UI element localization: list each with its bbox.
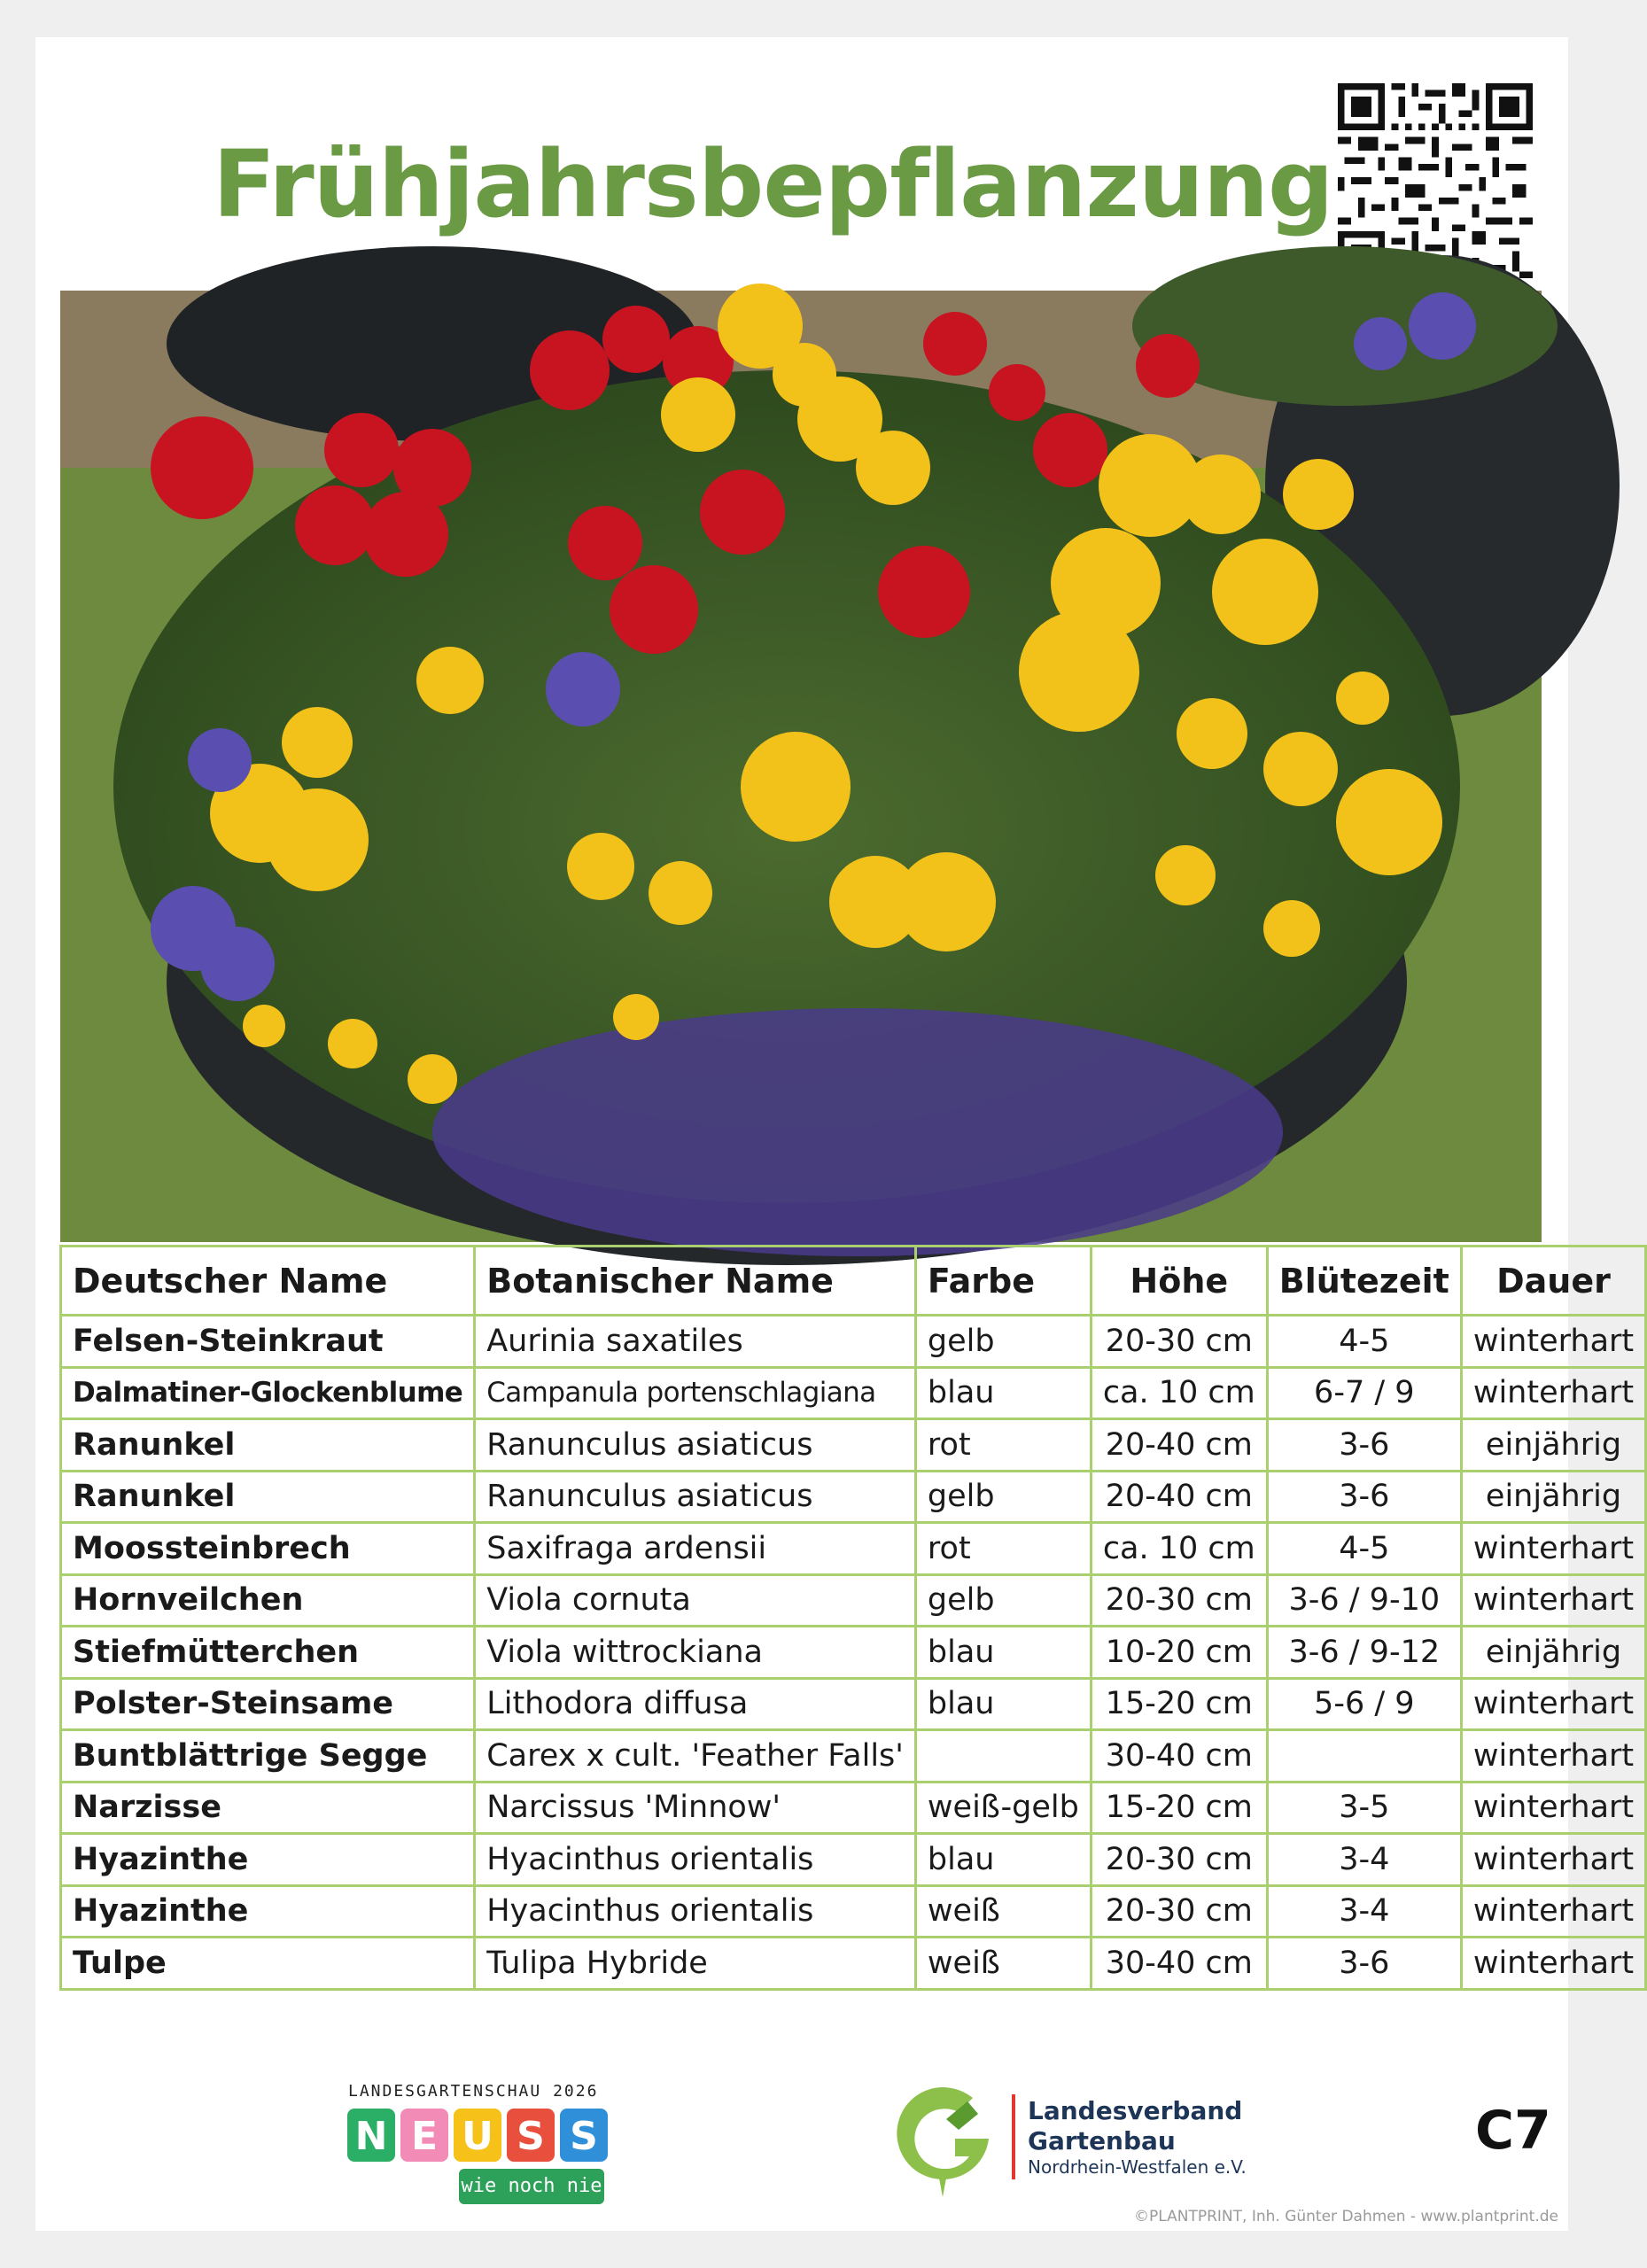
duration: winterhart bbox=[1461, 1938, 1645, 1990]
color: weiß-gelb bbox=[915, 1782, 1091, 1834]
bloom-time: 5-6 / 9 bbox=[1267, 1678, 1461, 1730]
height: 20-30 cm bbox=[1091, 1574, 1267, 1627]
botanical-name: Campanula portenschlagiana bbox=[475, 1367, 916, 1419]
color: gelb bbox=[915, 1574, 1091, 1627]
botanical-name: Tulipa Hybride bbox=[475, 1938, 916, 1990]
color: gelb bbox=[915, 1471, 1091, 1523]
plant-table bbox=[59, 1245, 1647, 1991]
botanical-name: Ranunculus asiaticus bbox=[475, 1419, 916, 1472]
height: ca. 10 cm bbox=[1091, 1523, 1267, 1575]
header-height: Höhe bbox=[1091, 1247, 1267, 1316]
height: 20-40 cm bbox=[1091, 1471, 1267, 1523]
botanical-name: Viola cornuta bbox=[475, 1574, 916, 1627]
color: blau bbox=[915, 1678, 1091, 1730]
height: 20-30 cm bbox=[1091, 1885, 1267, 1938]
table-row bbox=[61, 1627, 1646, 1679]
german-name: Hyazinthe bbox=[61, 1885, 475, 1938]
german-name: Hornveilchen bbox=[61, 1574, 475, 1627]
botanical-name: Hyacinthus orientalis bbox=[475, 1885, 916, 1938]
height: 10-20 cm bbox=[1091, 1627, 1267, 1679]
lvg-name-line2: Gartenbau bbox=[1028, 2126, 1176, 2155]
botanical-name: Viola wittrockiana bbox=[475, 1627, 916, 1679]
duration: winterhart bbox=[1461, 1574, 1645, 1627]
table-row bbox=[61, 1678, 1646, 1730]
duration: winterhart bbox=[1461, 1367, 1645, 1419]
height: ca. 10 cm bbox=[1091, 1367, 1267, 1419]
table-row bbox=[61, 1574, 1646, 1627]
lvg-name-line1: Landesverband bbox=[1028, 2096, 1243, 2125]
neuss-logo bbox=[347, 2105, 609, 2165]
duration: einjährig bbox=[1461, 1419, 1645, 1472]
height: 30-40 cm bbox=[1091, 1938, 1267, 1990]
svg-text:S: S bbox=[517, 2114, 545, 2159]
bloom-time: 3-5 bbox=[1267, 1782, 1461, 1834]
header-german-name: Deutscher Name bbox=[61, 1247, 475, 1316]
landesverband-logo bbox=[893, 2084, 992, 2199]
duration: winterhart bbox=[1461, 1316, 1645, 1368]
table-header-row bbox=[61, 1247, 1646, 1316]
height: 30-40 cm bbox=[1091, 1730, 1267, 1783]
botanical-name: Aurinia saxatiles bbox=[475, 1316, 916, 1368]
table-row bbox=[61, 1367, 1646, 1419]
german-name: Buntblättrige Segge bbox=[61, 1730, 475, 1783]
neuss-caption: LANDESGARTENSCHAU 2026 bbox=[348, 2082, 599, 2101]
bloom-time: 3-6 bbox=[1267, 1419, 1461, 1472]
bloom-time bbox=[1267, 1730, 1461, 1783]
table-row bbox=[61, 1419, 1646, 1472]
duration: winterhart bbox=[1461, 1730, 1645, 1783]
height: 15-20 cm bbox=[1091, 1782, 1267, 1834]
german-name: Dalmatiner-Glockenblume bbox=[61, 1367, 475, 1419]
bloom-time: 4-5 bbox=[1267, 1316, 1461, 1368]
bloom-time: 3-4 bbox=[1267, 1885, 1461, 1938]
bloom-time: 3-6 bbox=[1267, 1471, 1461, 1523]
color bbox=[915, 1730, 1091, 1783]
svg-text:N: N bbox=[354, 2114, 388, 2159]
color: weiß bbox=[915, 1938, 1091, 1990]
table-row bbox=[61, 1938, 1646, 1990]
header-duration: Dauer bbox=[1461, 1247, 1645, 1316]
duration: winterhart bbox=[1461, 1782, 1645, 1834]
german-name: Ranunkel bbox=[61, 1471, 475, 1523]
duration: winterhart bbox=[1461, 1678, 1645, 1730]
color: rot bbox=[915, 1419, 1091, 1472]
sign-code: C7 bbox=[1475, 2100, 1551, 2162]
german-name: Polster-Steinsame bbox=[61, 1678, 475, 1730]
german-name: Hyazinthe bbox=[61, 1834, 475, 1886]
height: 20-40 cm bbox=[1091, 1419, 1267, 1472]
height: 15-20 cm bbox=[1091, 1678, 1267, 1730]
bloom-time: 3-6 / 9-12 bbox=[1267, 1627, 1461, 1679]
table-row bbox=[61, 1471, 1646, 1523]
table-row bbox=[61, 1316, 1646, 1368]
german-name: Narzisse bbox=[61, 1782, 475, 1834]
plant-sign bbox=[35, 37, 1635, 2231]
header-botanical-name: Botanischer Name bbox=[475, 1247, 916, 1316]
botanical-name: Saxifraga ardensii bbox=[475, 1523, 916, 1575]
lvg-name-line3: Nordrhein-Westfalen e.V. bbox=[1028, 2156, 1247, 2178]
german-name: Moossteinbrech bbox=[61, 1523, 475, 1575]
logo-divider bbox=[1012, 2094, 1015, 2179]
botanical-name: Carex x cult. 'Feather Falls' bbox=[475, 1730, 916, 1783]
german-name: Ranunkel bbox=[61, 1419, 475, 1472]
bloom-time: 3-6 / 9-10 bbox=[1267, 1574, 1461, 1627]
duration: einjährig bbox=[1461, 1627, 1645, 1679]
svg-text:E: E bbox=[410, 2114, 439, 2159]
table-row bbox=[61, 1834, 1646, 1886]
duration: winterhart bbox=[1461, 1834, 1645, 1886]
german-name: Stiefmütterchen bbox=[61, 1627, 475, 1679]
flower-bed-photo bbox=[60, 291, 1542, 1242]
table-row bbox=[61, 1730, 1646, 1783]
neuss-tagline: wie noch nie bbox=[459, 2169, 604, 2204]
header-bloom-time: Blütezeit bbox=[1267, 1247, 1461, 1316]
botanical-name: Lithodora diffusa bbox=[475, 1678, 916, 1730]
color: rot bbox=[915, 1523, 1091, 1575]
duration: winterhart bbox=[1461, 1523, 1645, 1575]
header-color: Farbe bbox=[915, 1247, 1091, 1316]
german-name: Felsen-Steinkraut bbox=[61, 1316, 475, 1368]
color: blau bbox=[915, 1834, 1091, 1886]
page-title: Frühjahrsbepflanzung bbox=[213, 130, 1333, 238]
color: blau bbox=[915, 1367, 1091, 1419]
botanical-name: Narcissus 'Minnow' bbox=[475, 1782, 916, 1834]
german-name: Tulpe bbox=[61, 1938, 475, 1990]
height: 20-30 cm bbox=[1091, 1834, 1267, 1886]
duration: einjährig bbox=[1461, 1471, 1645, 1523]
duration: winterhart bbox=[1461, 1885, 1645, 1938]
botanical-name: Ranunculus asiaticus bbox=[475, 1471, 916, 1523]
bloom-time: 6-7 / 9 bbox=[1267, 1367, 1461, 1419]
table-row bbox=[61, 1782, 1646, 1834]
bloom-time: 3-6 bbox=[1267, 1938, 1461, 1990]
color: weiß bbox=[915, 1885, 1091, 1938]
color: blau bbox=[915, 1627, 1091, 1679]
bloom-time: 4-5 bbox=[1267, 1523, 1461, 1575]
bloom-time: 3-4 bbox=[1267, 1834, 1461, 1886]
table-row bbox=[61, 1523, 1646, 1575]
table-row bbox=[61, 1885, 1646, 1938]
botanical-name: Hyacinthus orientalis bbox=[475, 1834, 916, 1886]
height: 20-30 cm bbox=[1091, 1316, 1267, 1368]
color: gelb bbox=[915, 1316, 1091, 1368]
svg-text:S: S bbox=[570, 2114, 598, 2159]
svg-text:U: U bbox=[462, 2114, 493, 2159]
copyright: ©PLANTPRINT, Inh. Günter Dahmen - www.plantprint.de bbox=[1134, 2208, 1558, 2225]
